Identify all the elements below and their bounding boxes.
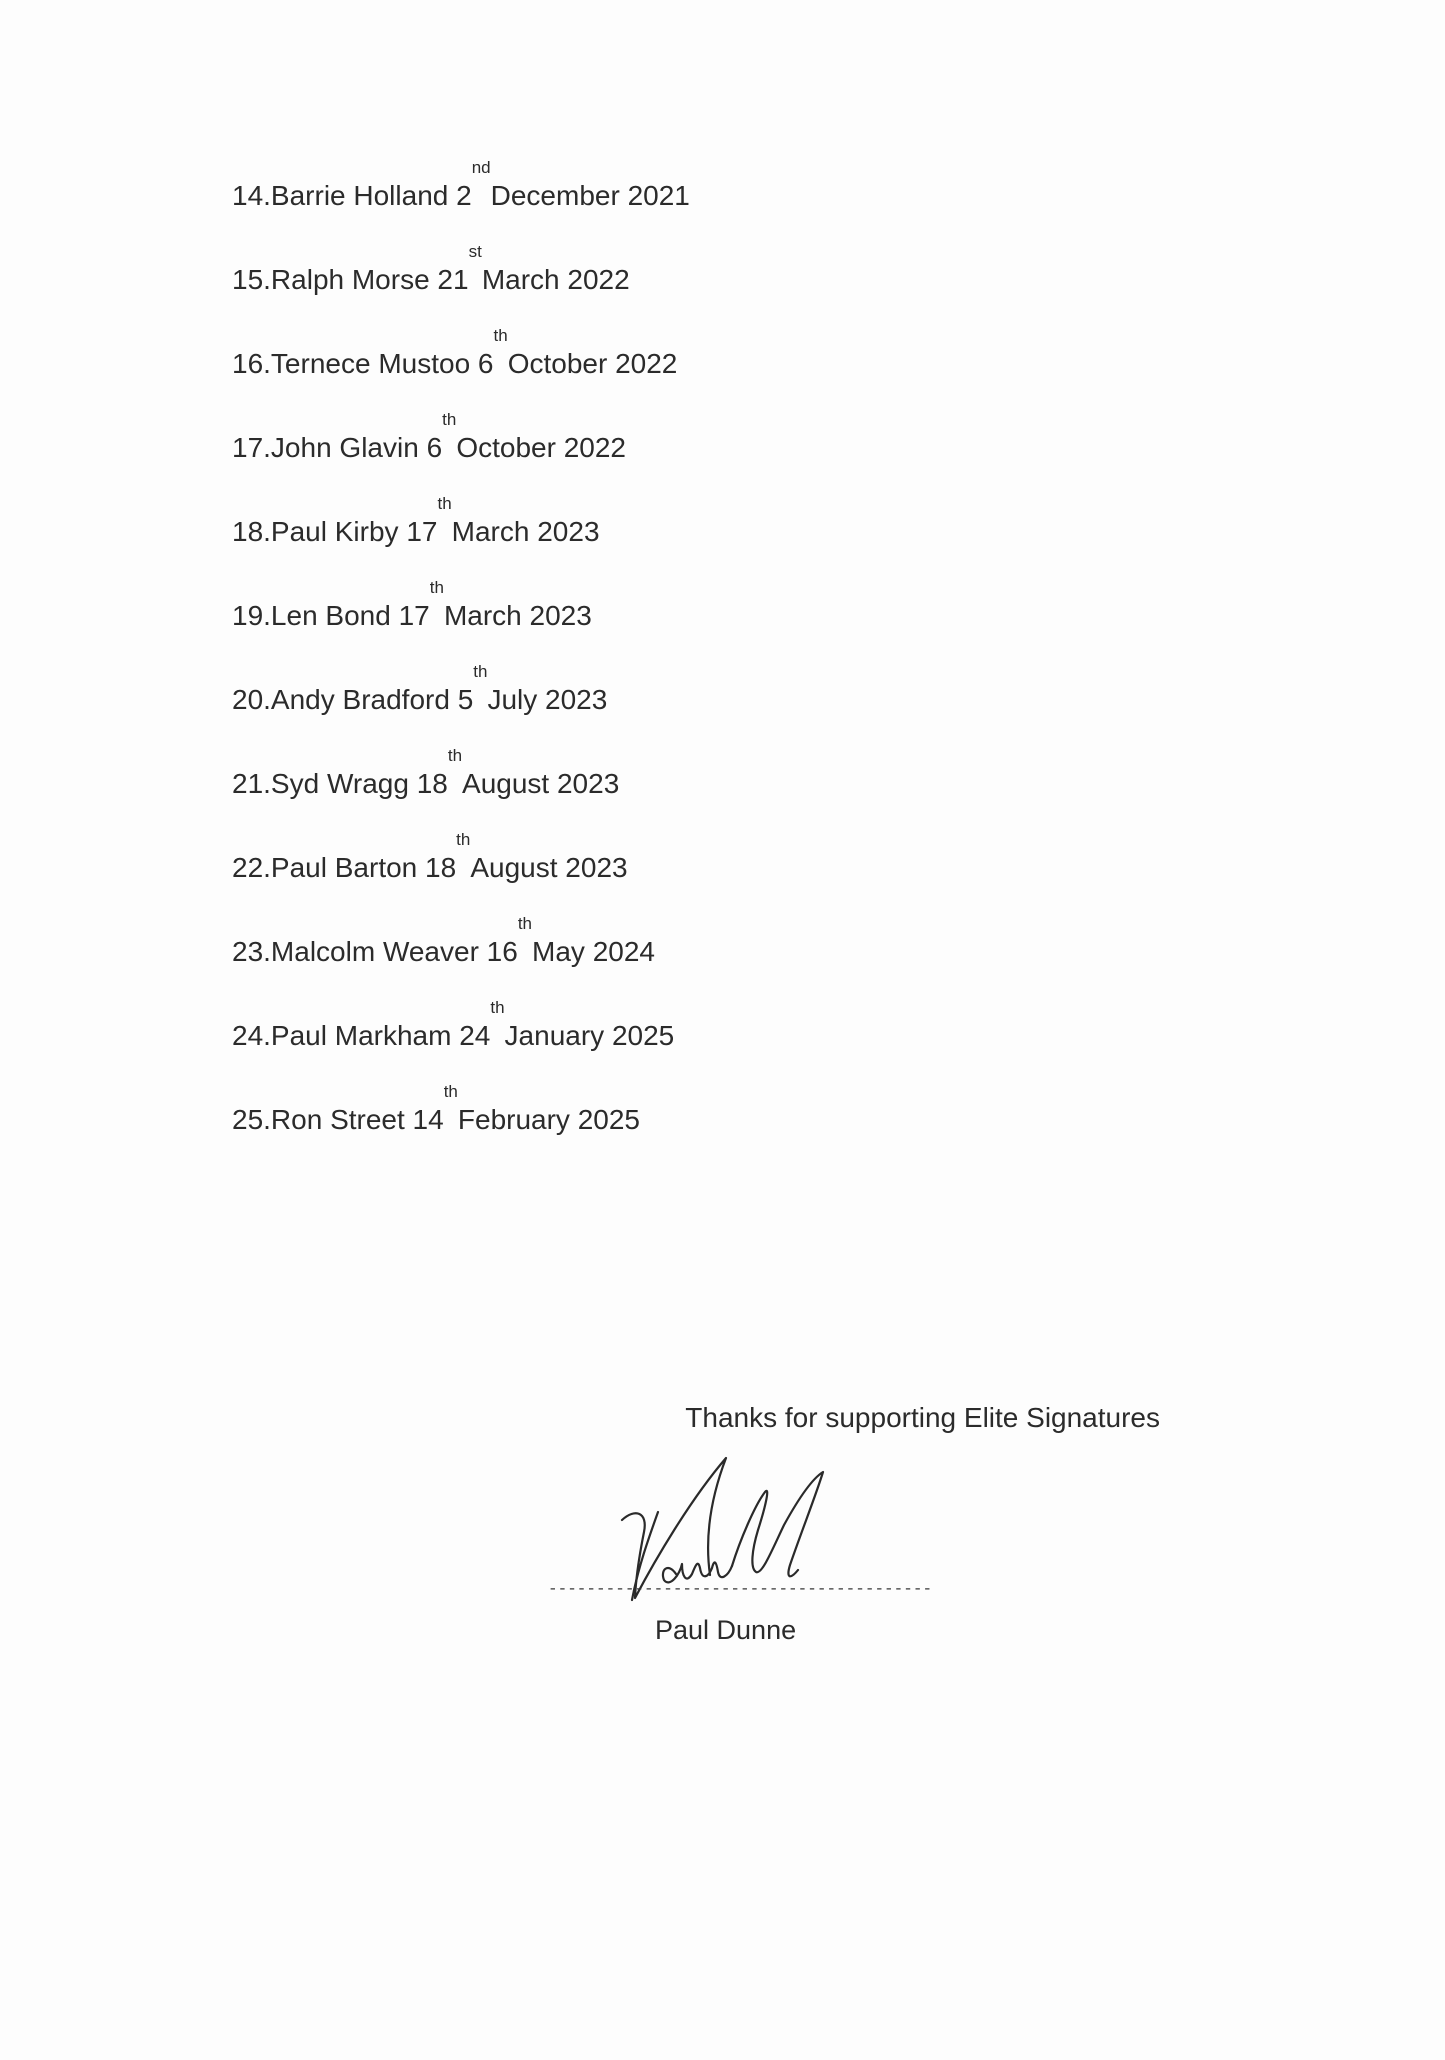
entry-date: July 2023	[487, 684, 608, 715]
entry-date: March 2023	[443, 600, 592, 631]
entry-date: February 2025	[457, 1104, 640, 1135]
list-item: 24.Paul Markham 24 $^{th}$ January 2025	[232, 1010, 690, 1094]
entry-text: 20.Andy Bradford 5	[232, 684, 474, 715]
list-item: 21.Syd Wragg 18 $^{th}$ August 2023	[232, 758, 690, 842]
entry-text: 15.Ralph Morse 21	[232, 264, 469, 295]
thanks-message: Thanks for supporting Elite Signatures	[685, 1402, 1160, 1433]
entry-text: 25.Ron Street 14	[232, 1104, 444, 1135]
entry-text: 23.Malcolm Weaver 16	[232, 936, 518, 967]
entry-text: 21.Syd Wragg 18	[232, 768, 448, 799]
entry-date: October 2022	[456, 432, 626, 463]
entry-date: August 2023	[470, 852, 628, 883]
entry-text: 24.Paul Markham 24	[232, 1020, 491, 1051]
entry-date: December 2021	[490, 180, 690, 211]
list-item: 20.Andy Bradford 5 $^{th}$ July 2023	[232, 674, 690, 758]
list-item: 14.Barrie Holland 2 $^{nd}$ December 2021	[232, 170, 690, 254]
list-item: 15.Ralph Morse 21 $^{st}$ March 2022	[232, 254, 690, 338]
list-item: 16.Ternece Mustoo 6 $^{th}$ October 2022	[232, 338, 690, 422]
entry-text: 17.John Glavin 6	[232, 432, 443, 463]
signing-list	[232, 158, 690, 1178]
entry-text: 22.Paul Barton 18	[232, 852, 457, 883]
list-item: 18.Paul Kirby 17 $^{th}$ March 2023	[232, 506, 690, 590]
list-item: 19.Len Bond 17 $^{th}$ March 2023	[232, 590, 690, 674]
list-item: 22.Paul Barton 18 $^{th}$ August 2023	[232, 842, 690, 926]
list-item: 23.Malcolm Weaver 16 $^{th}$ May 2024	[232, 926, 690, 1010]
entry-date: May 2024	[532, 936, 655, 967]
entry-date: March 2022	[481, 264, 630, 295]
list-item: 17.John Glavin 6 $^{th}$ October 2022	[232, 422, 690, 506]
entry-text: 19.Len Bond 17	[232, 600, 430, 631]
list-item: 25.Ron Street 14 $^{th}$ February 2025	[232, 1094, 690, 1178]
entry-text: 14.Barrie Holland 2	[232, 180, 472, 211]
entry-text: 18.Paul Kirby 17	[232, 516, 438, 547]
entry-text: 16.Ternece Mustoo 6	[232, 348, 494, 379]
entry-date: January 2025	[504, 1020, 675, 1051]
entry-date: March 2023	[451, 516, 600, 547]
signer-name: Paul Dunne	[655, 1615, 797, 1645]
entry-date: October 2022	[507, 348, 678, 379]
entry-date: August 2023	[462, 768, 620, 799]
signature-line: ----------------------------------------	[548, 1580, 933, 1598]
